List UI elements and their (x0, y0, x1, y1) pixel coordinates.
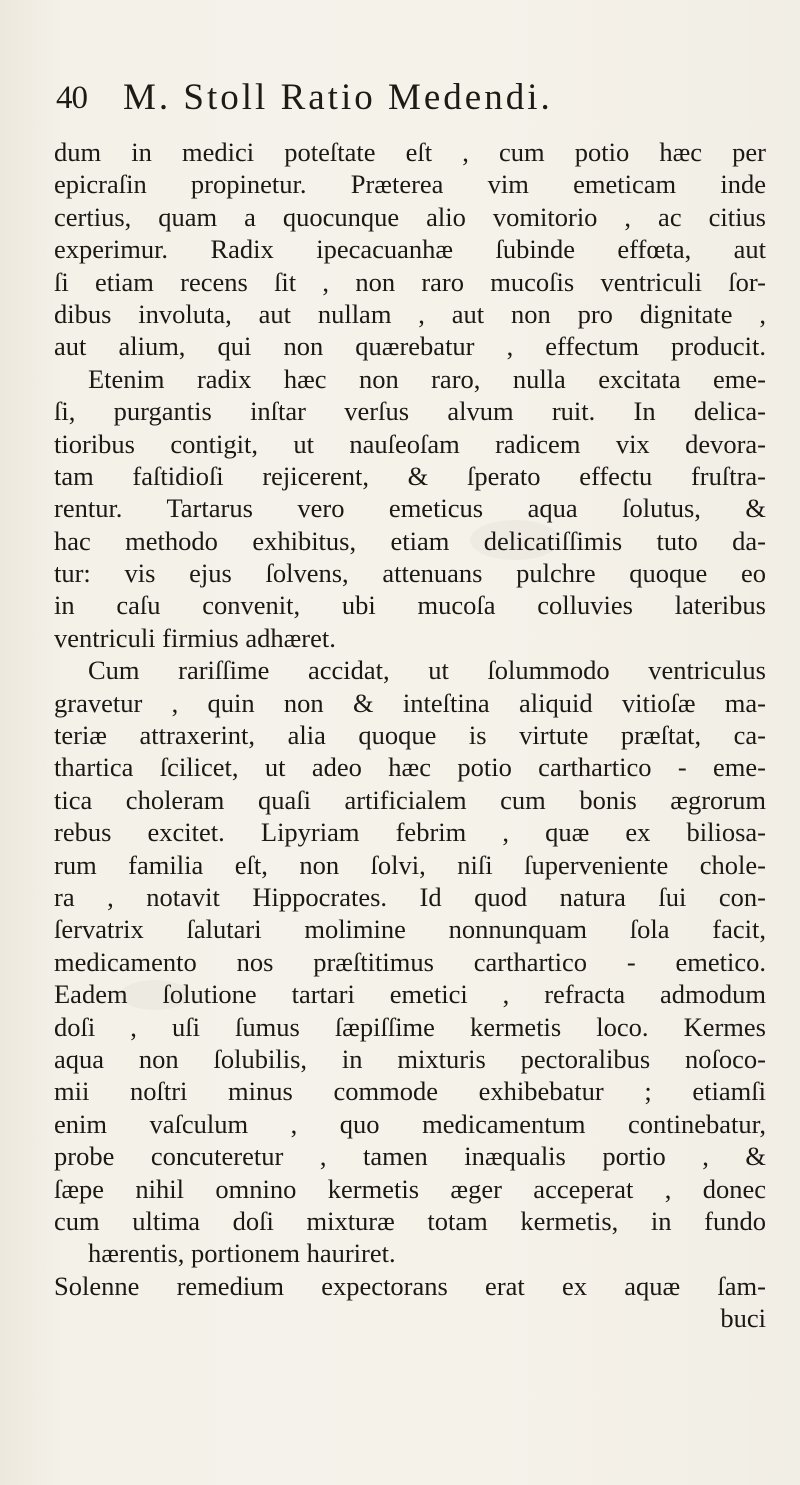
text-line: in caſu convenit, ubi mucoſa colluvies lateribus (54, 590, 766, 621)
body-text (54, 136, 766, 1334)
text-line: ſi etiam recens ſit , non raro mucoſis ventriculi ſor- (54, 266, 766, 297)
text-line: epicraſin propinetur. Præterea vim emeticam inde (54, 169, 766, 200)
text-line: cum ultima doſi mixturæ totam kermetis, in fundo (54, 1205, 766, 1236)
text-line: thartica ſcilicet, ut adeo hæc potio carthartico - eme- (54, 752, 766, 783)
text-line: Cum rariſſime accidat, ut ſolummodo ventriculus (88, 655, 766, 686)
text-line: aut alium, qui non quærebatur , effectum producit. (54, 331, 766, 362)
page-header (56, 74, 756, 126)
text-line: probe concuteretur , tamen inæqualis portio , & (54, 1141, 766, 1172)
text-line: rebus excitet. Lipyriam febrim , quæ ex biliosa- (54, 817, 766, 848)
text-line: gravetur , quin non & inteſtina aliquid vitioſæ ma- (54, 687, 766, 718)
text-line: tam faſtidioſi rejicerent, & ſperato effectu fruſtra- (54, 460, 766, 491)
text-line: ſervatrix ſalutari molimine nonnunquam ſola facit, (54, 914, 766, 945)
text-line: certius, quam a quocunque alio vomitorio , ac citius (54, 201, 766, 232)
text-line: tur: vis ejus ſolvens, attenuans pulchre quoque eo (54, 558, 766, 589)
text-line: dibus involuta, aut nullam , aut non pro dignitate , (54, 298, 766, 329)
text-line: tica choleram quaſi artificialem cum bonis ægrorum (54, 784, 766, 815)
text-line: ventriculi firmius adhæret. (54, 622, 336, 653)
catchword: buci (720, 1303, 766, 1334)
text-line: tioribus contigit, ut nauſeoſam radicem vix devora- (54, 428, 766, 459)
text-line: enim vaſculum , quo medicamentum continebatur, (54, 1108, 766, 1139)
text-line: medicamento nos præſtitimus carthartico - emetico. (54, 946, 766, 977)
text-line: dum in medici poteſtate eſt , cum potio hæc per (54, 137, 766, 167)
text-line: hac methodo exhibitus, etiam delicatiſſimis tuto da- (54, 525, 766, 556)
page-number: 40 (56, 80, 87, 116)
text-line: doſi , uſi ſumus ſæpiſſime kermetis loco. Kermes (54, 1011, 766, 1042)
text-line: rentur. Tartarus vero emeticus aqua ſolutus, & (54, 493, 766, 524)
text-line: Eadem ſolutione tartari emetici , refracta admodum (54, 979, 766, 1010)
running-title: M. Stoll Ratio Medendi. (123, 77, 553, 118)
text-line: ra , notavit Hippocrates. Id quod natura ſui con- (54, 881, 766, 912)
text-line: Etenim radix hæc non raro, nulla excitata eme- (88, 363, 766, 394)
text-line: mii noſtri minus commode exhibebatur ; etiamſi (54, 1076, 766, 1107)
text-line: ſi, purgantis inſtar verſus alvum ruit. In delica- (54, 396, 766, 427)
text-line: teriæ attraxerint, alia quoque is virtute præſtat, ca- (54, 720, 766, 751)
text-line: hærentis, portionem hauriret. (88, 1238, 396, 1269)
text-line: ſæpe nihil omnino kermetis æger acceperat , donec (54, 1173, 766, 1204)
text-line: rum familia eſt, non ſolvi, niſi ſuperveniente chole- (54, 849, 766, 880)
text-line: experimur. Radix ipecacuanhæ ſubinde effœta, aut (54, 234, 766, 265)
text-line: aqua non ſolubilis, in mixturis pectoralibus noſoco- (54, 1043, 766, 1074)
text-line: Solenne remedium expectorans erat ex aquæ ſam- (54, 1270, 766, 1301)
